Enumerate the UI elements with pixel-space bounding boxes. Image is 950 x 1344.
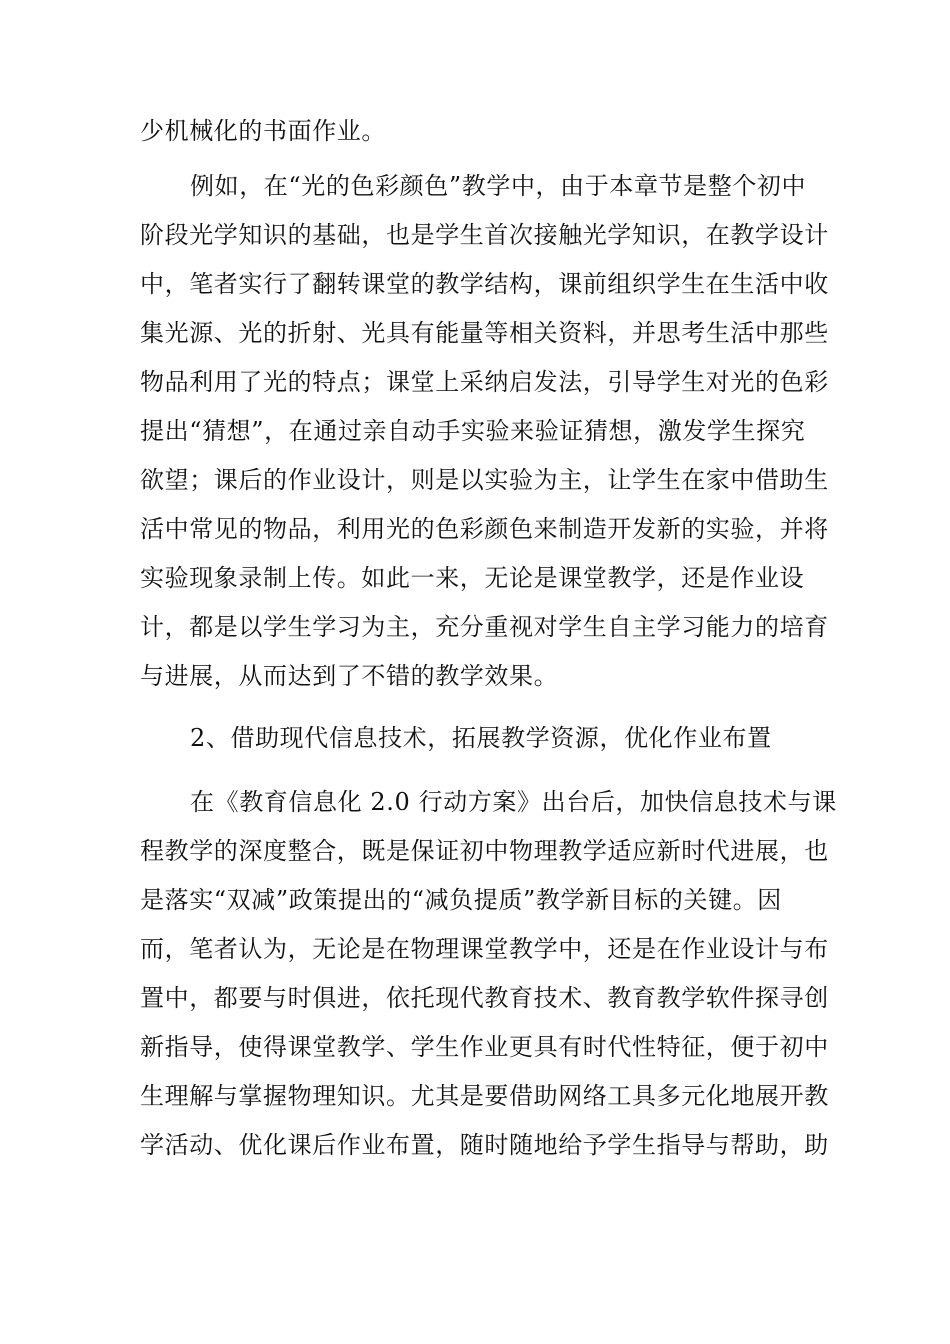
text-line: 例如，在“光的色彩颜色”教学中，由于本章节是整个初中 [190,172,807,200]
heading-line: 2、借助现代信息技术，拓展教学资源，优化作业布置 [190,724,772,752]
section-heading [140,714,840,763]
text-line: 提出“猜想”，在通过亲自动手实验来验证猜想，激发学生探究 [140,417,806,445]
text-line: 中，笔者实行了翻转课堂的教学结构，课前组织学生在生活中收 [140,270,829,298]
text-line: 而，笔者认为，无论是在物理课堂教学中，还是在作业设计与布 [140,935,829,963]
text-line: 学活动、优化课后作业布置，随时随地给予学生指导与帮助，助 [140,1131,829,1159]
text-line: 集光源、光的折射、光具有能量等相关资料，并思考生活中那些 [140,319,829,347]
paragraph-continuation [140,107,840,156]
text-line: 活中常见的物品，利用光的色彩颜色来制造开发新的实验，并将 [140,515,829,543]
text-line: 物品利用了光的特点；课堂上采纳启发法，引导学生对光的色彩 [140,368,829,396]
text-line: 程教学的深度整合，既是保证初中物理教学适应新时代进展，也 [140,837,829,865]
text-line: 在《教育信息化 2.0 行动方案》出台后，加快信息技术与课 [190,788,837,816]
text-line: 是落实“双减”政策提出的“减负提质”教学新目标的关键。因 [140,886,782,914]
paragraph-information-technology [140,778,840,1170]
text-line: 生理解与掌握物理知识。尤其是要借助网络工具多元化地展开教 [140,1082,829,1110]
text-line: 欲望；课后的作业设计，则是以实验为主，让学生在家中借助生 [140,466,829,494]
text-line: 与进展，从而达到了不错的教学效果。 [140,662,559,690]
text-line: 新指导，使得课堂教学、学生作业更具有时代性特征，便于初中 [140,1033,829,1061]
text-line: 阶段光学知识的基础，也是学生首次接触光学知识，在教学设计 [140,221,829,249]
text-line: 置中，都要与时俱进，依托现代教育技术、教育教学软件探寻创 [140,984,829,1012]
text-line: 实验现象录制上传。如此一来，无论是课堂教学，还是作业设 [140,564,805,592]
text-line: 计，都是以学生学习为主，充分重视对学生自主学习能力的培育 [140,613,829,641]
text-line: 少机械化的书面作业。 [140,117,386,145]
paragraph-example [140,162,840,701]
